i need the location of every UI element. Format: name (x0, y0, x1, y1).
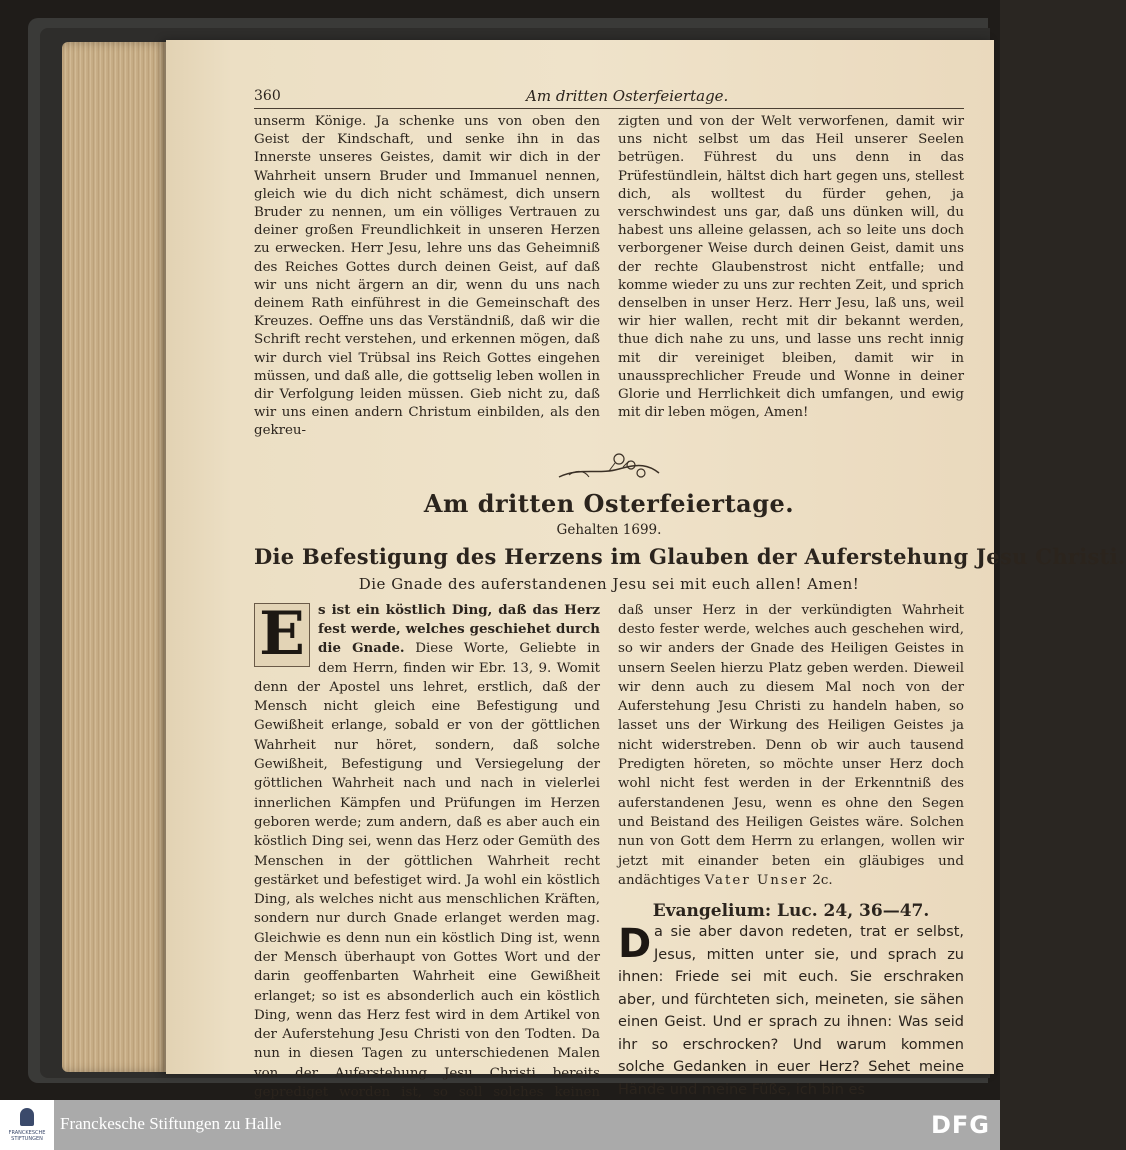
sermon-date: Gehalten 1699. (556, 521, 662, 538)
institution-name[interactable]: Franckesche Stiftungen zu Halle (60, 1114, 282, 1133)
book-page (166, 40, 1126, 1101)
body-text-left (254, 598, 600, 1141)
body-paragraph-left: Diese Worte, Geliebte in dem Herrn, finden wir Ebr. 13, 9. Womit denn der Apostel uns lehret, erstlich, daß der Mensch nicht gleich eine Befestigung und Gewißheit erlange, sobald er von der göttlichen Wahrheit nur höret, sondern, daß solche Gewißheit, Befestigung und Versiegelung der göttlichen Wahrheit nach und nach in vielerlei innerlichen Kämpfen und Prüfungen im Herzen geboren werde; zum andern, daß es aber auch ein köstlich Ding sei, wenn das Herz oder Gemüth des Menschen in der göttlichen Wahrheit recht gestärket und befestiget wird. Ja wohl ein köstlich Ding, als welches nicht aus menschlichen Kräften, sondern nur durch Gnade erlanget werden mag. Gleichwie es denn nun ein köstlich Ding ist, wenn der Mensch überhaupt von Gottes Wort und der darin geoffenbarten Wahrheit eine Gewißheit erlanget; so ist es absonderlich auch ein köstlich Ding, wenn das Herz fest wird in dem Artikel von der Auferstehung Jesu Christi von den Todten. Da nun in diesen Tagen zu unterschiedenen Malen von der Auferstehung Jesu Christi bereits geprediget worden ist, so soll solches keinen (254, 641, 600, 1101)
floral-ornament-icon (549, 447, 669, 487)
sermon-title: Am dritten Osterfeiertage. (423, 488, 795, 518)
page-edges (62, 42, 172, 1072)
body-text-right (618, 601, 964, 890)
page-number: 360 (254, 88, 281, 104)
gospel-paragraph: a sie aber davon redeten, trat er selbst, Jesus, mitten unter sie, und sprach zu ihnen: Friede sei mit euch. Sie erschraken aber, und fürchteten sich, meineten, sie sähen einen Geist. Und er sprach zu ihnen: Was seid ihr so erschrocken? Und warum kommen solche Gedanken in euer Herz? Sehet meine Hände und meine Füße, ich bin es (618, 924, 964, 1098)
prayer-suffix: 2c. (808, 872, 833, 888)
drop-cap: E (254, 603, 310, 667)
gospel-drop-cap: D (618, 921, 652, 968)
sermon-greeting: Die Gnade des auferstandenen Jesu sei mit euch allen! Amen! (358, 574, 860, 593)
footer-bar (0, 1100, 1000, 1150)
foundation-emblem-icon (20, 1108, 34, 1126)
dfg-logo[interactable]: DFG (930, 1111, 990, 1139)
gospel-text (618, 921, 964, 1101)
running-head (254, 86, 964, 109)
institution-logo[interactable] (0, 1100, 54, 1150)
body-paragraph-right: daß unser Herz in der verkündigten Wahrheit desto fester werde, welches auch geschehen wird, so wir anders der Gnade des Heiligen Geistes in unsern Seelen hierzu Platz geben werden. Dieweil wir denn auch zu diesem Mal noch von der Auferstehung Jesu Christi zu handeln haben, so lasset uns der Wirkung des Heiligen Geistes ja nicht widerstreben. Denn ob wir auch tausend Predigten höreten, so möchte unser Herz doch wohl nicht fest werden in der Erkenntniß des auferstandenen Jesu, wenn es ohne den Segen und Beistand des Heiligen Geistes wäre. Solchen nun von Gott dem Herrn zu erlangen, wollen wir jetzt mit einander beten ein gläubiges und andächtiges (618, 602, 964, 888)
page-content (254, 86, 1126, 1141)
body-columns (254, 598, 964, 1141)
prayer-name: Vater Unser (704, 872, 809, 888)
top-column-right (618, 113, 964, 441)
prayer-text-right: zigten und von der Welt verworfenen, damit wir uns nicht selbst um das Heil unserer Seelen betrügen. Führest du uns denn in das Prüfestündlein, hältst dich hart gegen uns, stellest dich, als wolltest du fürder gehen, ja verschwindest uns gar, daß uns dünken will, du habest uns alleine gelassen, ach so leite uns doch verborgener Weise durch deinen Geist, damit uns der rechte Glaubenstrost nicht entfalle; und komme wieder zu uns zur rechten Zeit, und sprich denselben in unser Herz. Herr Jesu, laß uns, weil wir hier wallen, recht mit dir bekannt werden, thue dich nahe zu uns, und lasse uns recht innig mit dir vereiniget bleiben, damit wir in unaussprechlicher Freude und Wonne in deiner Glorie und Herrlichkeit dich umfangen, und ewig mit dir leben mögen, Amen! (618, 114, 964, 421)
top-column-left (254, 113, 600, 441)
body-column-left (254, 598, 600, 1141)
prayer-text-left: unserm Könige. Ja schenke uns von oben den Geist der Kindschaft, und senke ihn in das Innerste unseres Geistes, damit wir dich in der Wahrheit unsern Bruder und Immanuel nennen, gleich wie du dich nicht schämest, dich unsern Bruder zu nennen, um ein völliges Vertrauen zu deiner großen Freundlichkeit in unseren Herzen zu erwecken. Herr Jesu, lehre uns das Geheimniß des Reiches Gottes durch deinen Geist, auf daß wir uns nicht ärgern an dir, wenn du uns nach deinem Rath einführest in die Gemeinschaft des Kreuzes. Oeffne uns das Verständniß, daß wir die Schrift recht verstehen, und erkennen mögen, daß wir durch viel Trübsal ins Reich Gottes eingehen müssen, und daß alle, die gottselig leben wollen in dir Verfolgung leiden müssen. Gieb nicht zu, daß wir uns einen andern Christum einbilden, als den gekreu- (254, 114, 600, 439)
top-columns (254, 113, 964, 441)
gospel-heading: Evangelium: Luc. 24, 36—47. (652, 901, 930, 922)
sermon-theme: Die Befestigung des Herzens im Glauben der Auferstehung Jesu Christi. (254, 543, 1126, 569)
opening-sentence: s ist ein köstlich Ding, daß das Herz fest werde, welches geschiehet durch die Gnade. (318, 601, 600, 657)
running-title: Am dritten Osterfeiertage. (526, 87, 729, 105)
logo-caption: FRANCKESCHE STIFTUNGEN (8, 1130, 46, 1142)
body-column-right (618, 601, 964, 1141)
